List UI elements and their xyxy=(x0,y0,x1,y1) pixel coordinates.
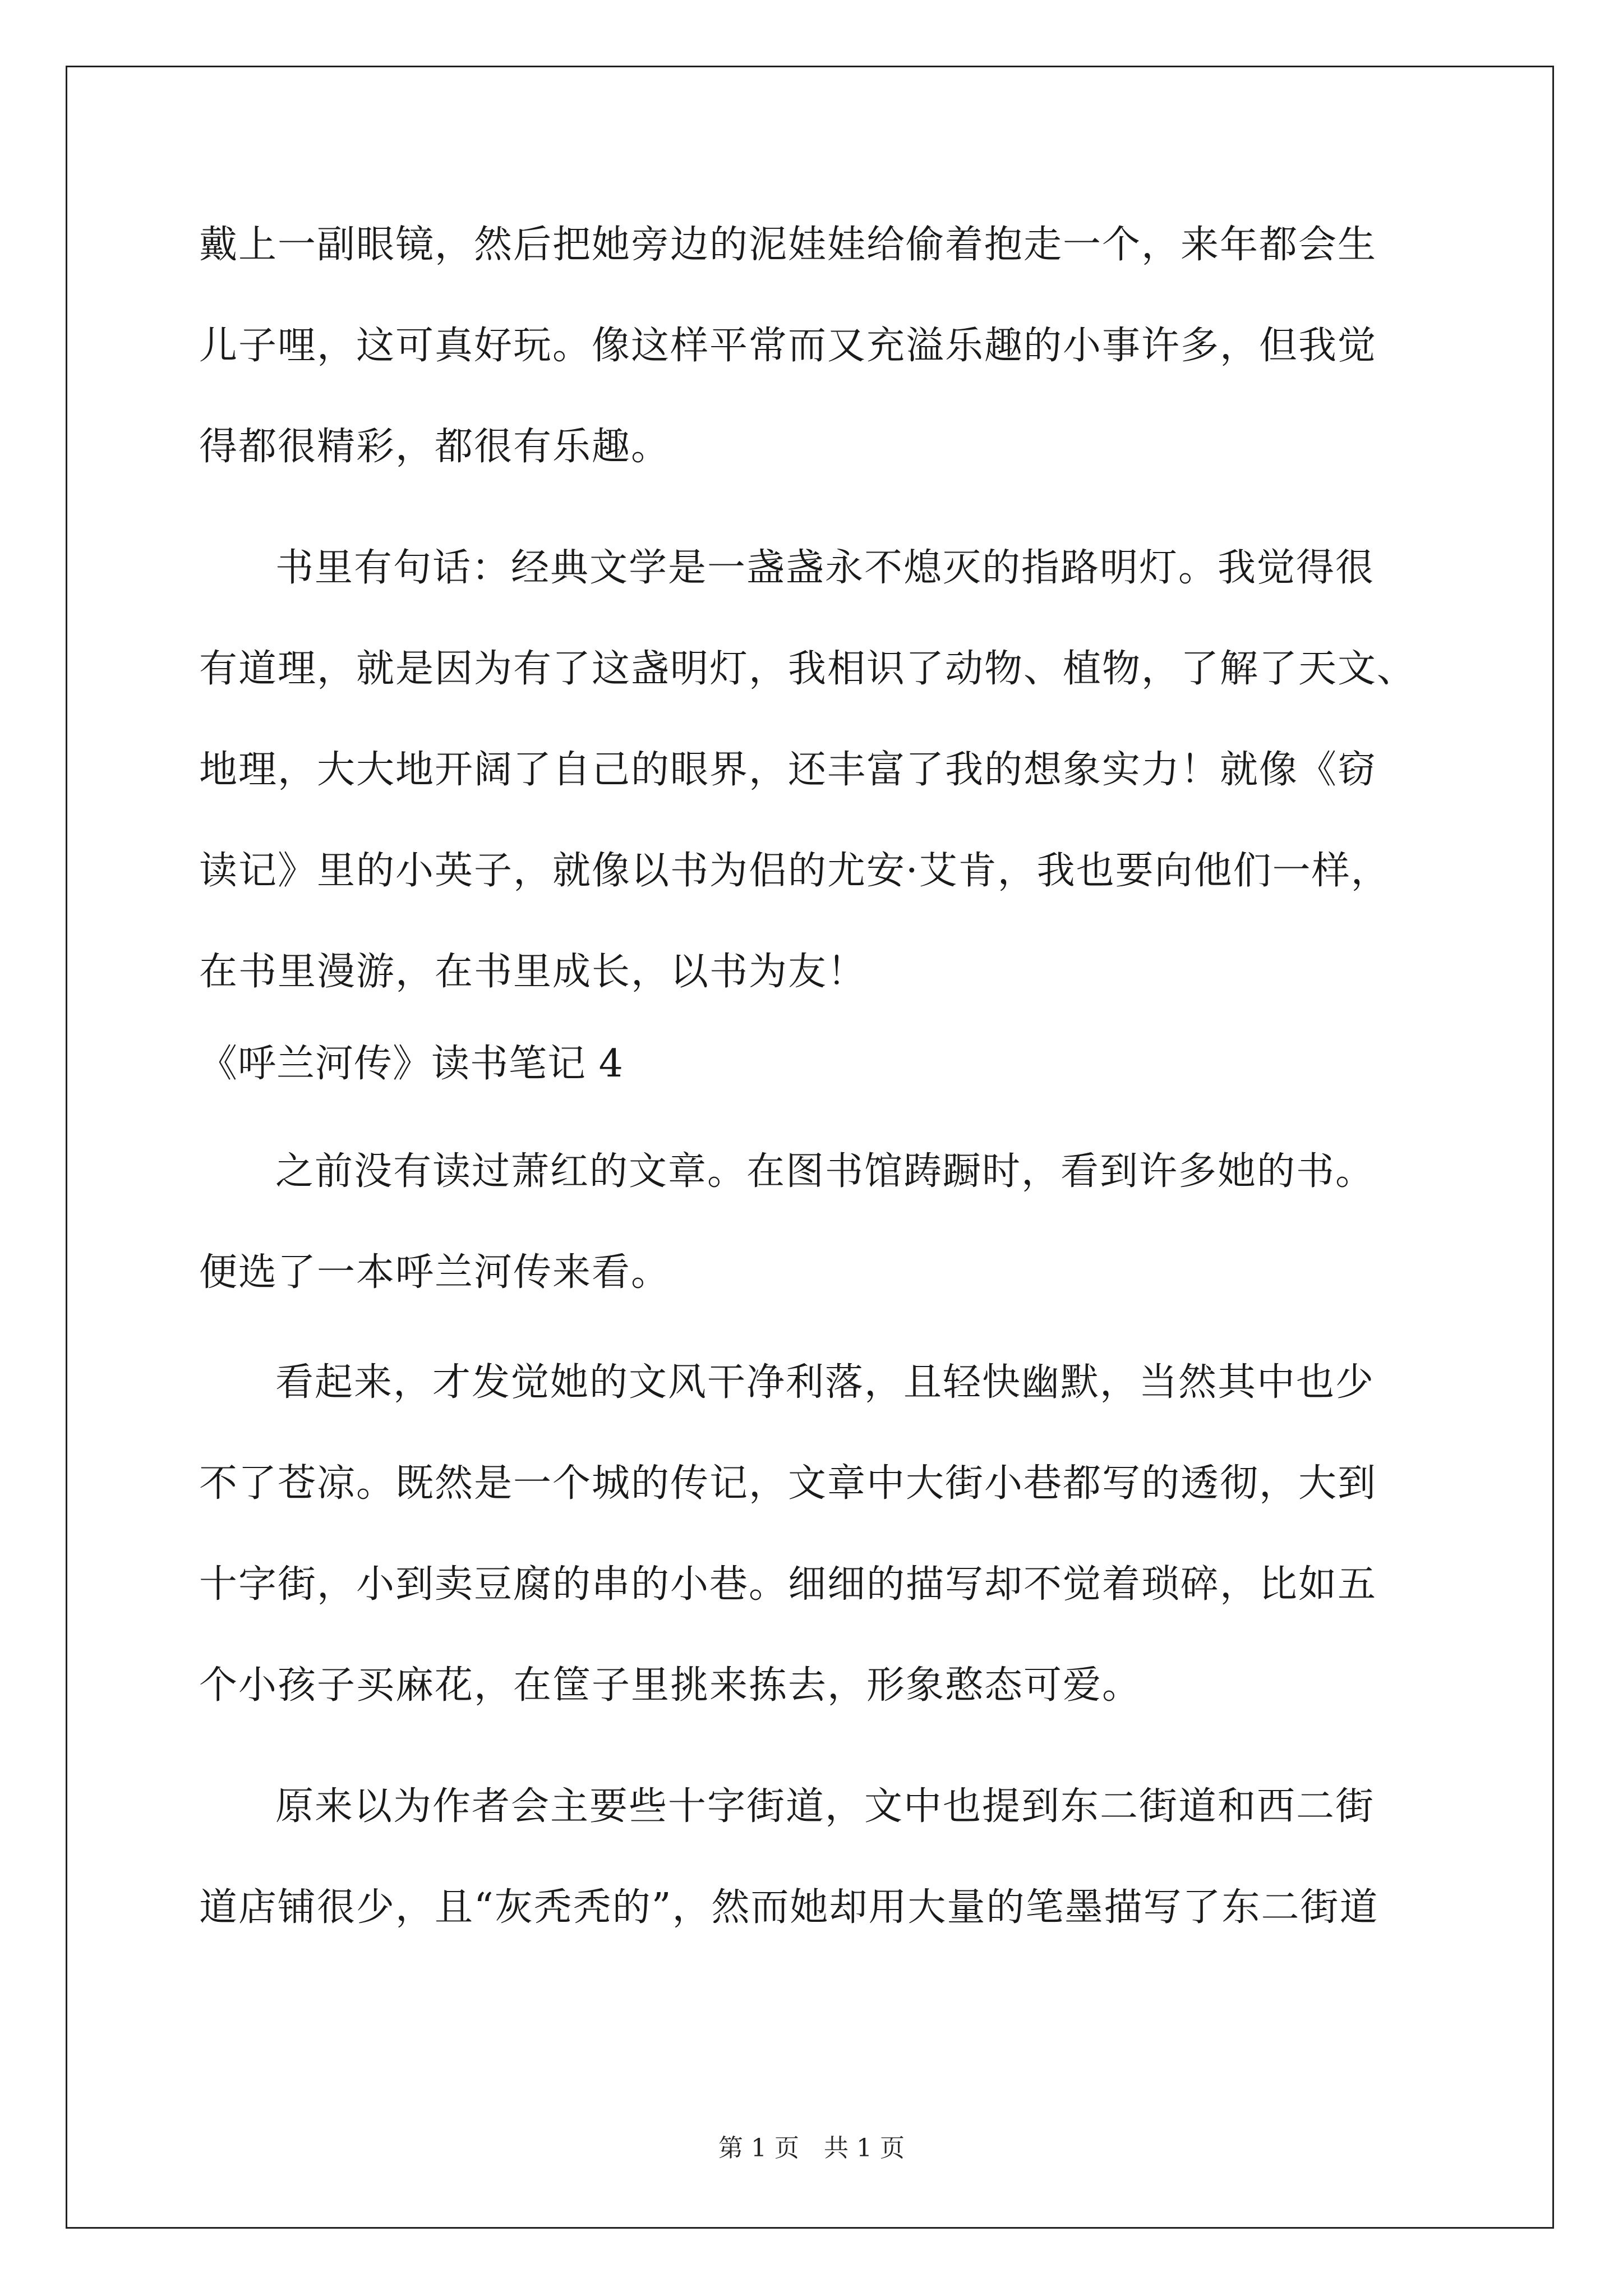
page-footer xyxy=(0,2132,1623,2165)
paragraph-start-line: 书里有句话：经典文学是一盏盏永不熄灭的指路明灯。我觉得很 xyxy=(275,546,1375,590)
text-line: 个小孩子买麻花，在筐子里挑来拣去，形象憨态可爱。 xyxy=(199,1663,1142,1708)
text-line: 十字街，小到卖豆腐的串的小巷。细细的描写却不觉着琐碎，比如五 xyxy=(199,1562,1377,1607)
text-line: 有道理，就是因为有了这盏明灯，我相识了动物、植物，了解了天文、 xyxy=(199,647,1417,691)
text-line: 不了苍凉。既然是一个城的传记，文章中大街小巷都写的透彻，大到 xyxy=(199,1461,1377,1506)
page-number-current: 第 1 页 xyxy=(718,2134,799,2162)
text-line: 得都很精彩，都很有乐趣。 xyxy=(199,425,671,469)
text-line: 地理，大大地开阔了自己的眼界，还丰富了我的想象实力！就像《窃 xyxy=(199,748,1377,792)
paragraph-start-line: 看起来，才发觉她的文风干净利落，且轻快幽默，当然其中也少 xyxy=(275,1360,1375,1405)
document-body xyxy=(199,0,1433,2019)
paragraph-start-line: 之前没有读过萧红的文章。在图书馆踌蹰时，看到许多她的书。 xyxy=(275,1149,1375,1194)
text-line: 读记》里的小英子，就像以书为侣的尤安·艾肯，我也要向他们一样， xyxy=(199,849,1390,893)
text-line: 便选了一本呼兰河传来看。 xyxy=(199,1250,671,1295)
text-line: 道店铺很少，且“灰秃秃的”，然而她却用大量的笔墨描写了东二街道 xyxy=(199,1885,1379,1930)
page-number-total: 共 1 页 xyxy=(824,2134,905,2162)
text-line: 儿子哩，这可真好玩。像这样平常而又充溢乐趣的小事许多，但我觉 xyxy=(199,324,1377,368)
text-line: 戴上一副眼镜，然后把她旁边的泥娃娃给偷着抱走一个，来年都会生 xyxy=(199,223,1377,267)
paragraph-start-line: 原来以为作者会主要些十字街道，文中也提到东二街道和西二街 xyxy=(275,1784,1375,1829)
text-line: 在书里漫游，在书里成长，以书为友！ xyxy=(199,950,867,994)
section-heading: 《呼兰河传》读书笔记 4 xyxy=(199,1042,624,1086)
